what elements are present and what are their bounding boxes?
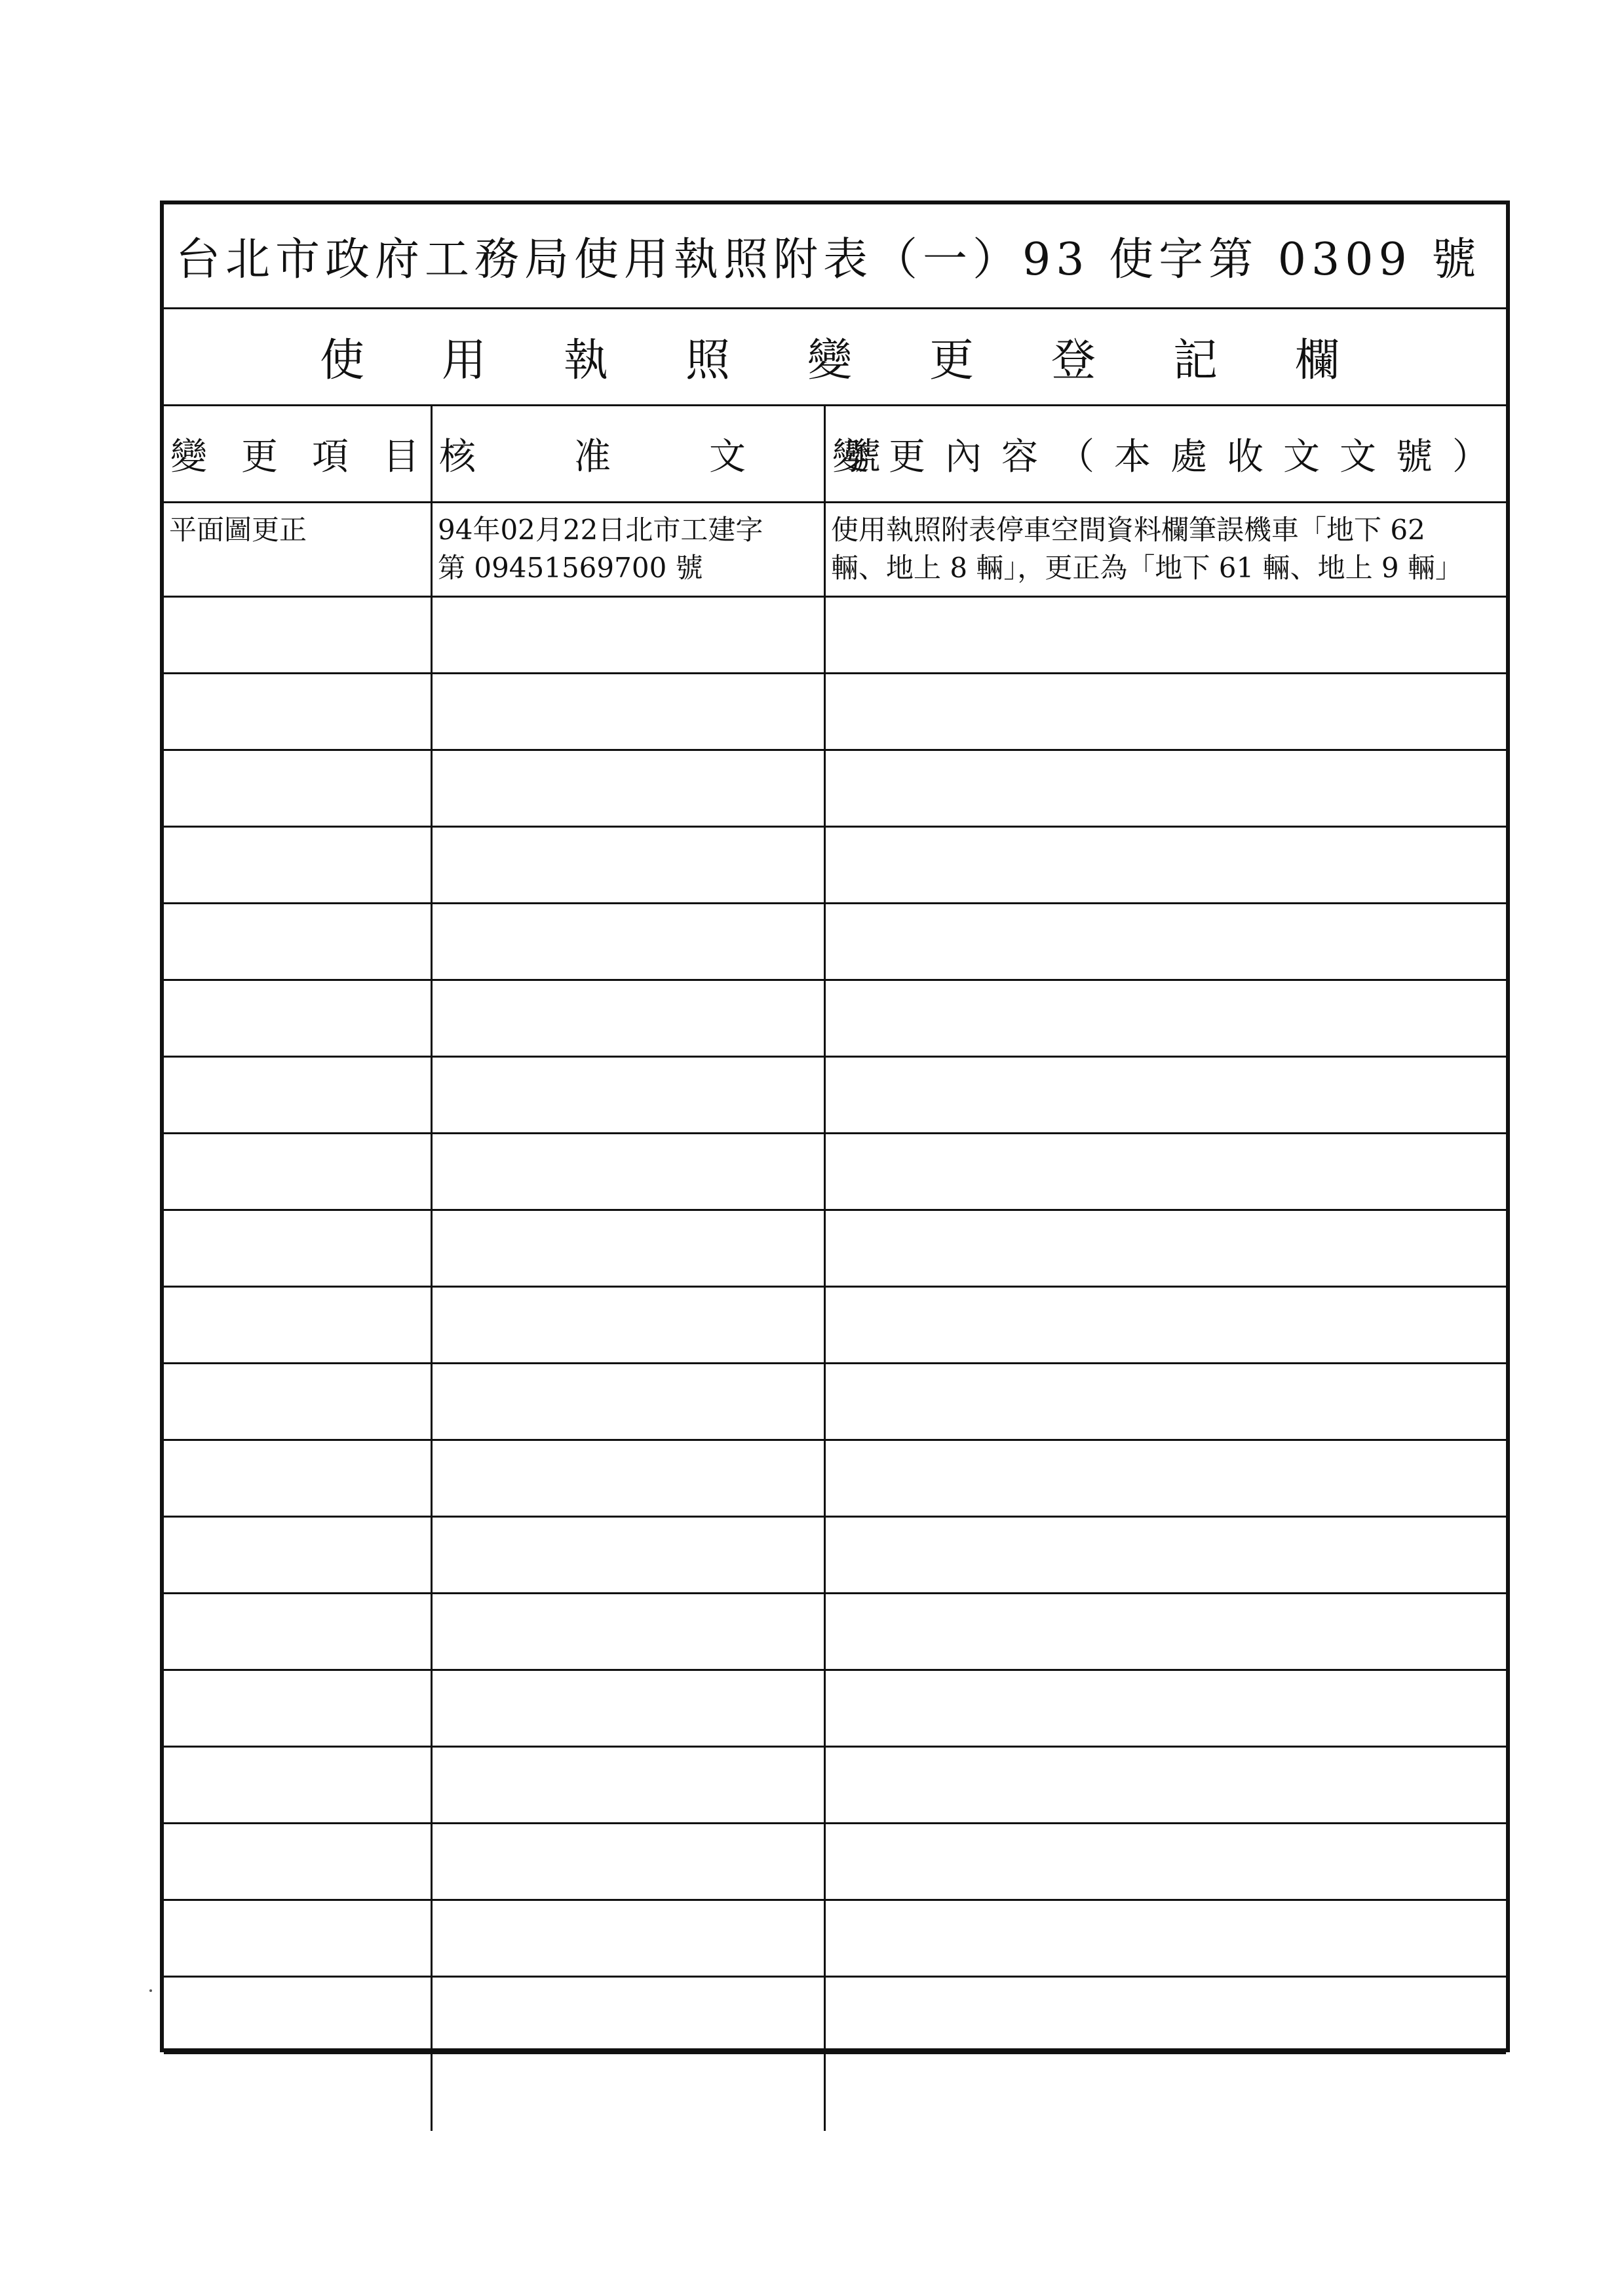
empty-cell: [433, 1441, 826, 1516]
empty-cell: [164, 2054, 433, 2131]
empty-cell: [826, 1211, 1506, 1286]
empty-cell: [826, 1518, 1506, 1592]
cell-change-content: [826, 503, 1506, 596]
empty-cell: [433, 1824, 826, 1899]
empty-cell: [826, 904, 1506, 979]
table-row-empty: [164, 981, 1506, 1058]
empty-cell: [826, 1288, 1506, 1362]
empty-cell: [164, 674, 433, 749]
empty-cell: [164, 1518, 433, 1592]
empty-cell: [826, 1748, 1506, 1822]
empty-cell: [164, 1978, 433, 2052]
empty-cell: [164, 1134, 433, 1209]
table-row-empty: [164, 1441, 1506, 1518]
header-change-content: 變更內容（本處收文文號）: [832, 435, 1509, 478]
empty-cell: [826, 598, 1506, 672]
empty-cell: [826, 828, 1506, 902]
table-row-empty: [164, 1211, 1506, 1288]
table-header-row: [164, 406, 1509, 503]
empty-cell: [433, 2054, 826, 2131]
table-row-empty: [164, 2054, 1506, 2131]
subtitle-row: [164, 309, 1506, 406]
empty-cell: [433, 1901, 826, 1976]
empty-cell: [826, 1058, 1506, 1132]
empty-rows: [164, 598, 1506, 2131]
empty-cell: [433, 1748, 826, 1822]
empty-cell: [826, 1594, 1506, 1669]
table-row-empty: [164, 598, 1506, 674]
title-row: [164, 204, 1506, 309]
empty-cell: [826, 2054, 1506, 2131]
table-row-empty: [164, 1058, 1506, 1134]
empty-cell: [826, 1441, 1506, 1516]
empty-cell: [164, 1671, 433, 1746]
change-item-text: 平面圖更正: [169, 514, 307, 546]
empty-cell: [433, 1594, 826, 1669]
table-row-empty: [164, 1824, 1506, 1901]
table-row-empty: [164, 904, 1506, 981]
table-row-empty: [164, 1518, 1506, 1594]
empty-cell: [164, 598, 433, 672]
content-line-1: 使用執照附表停車空間資料欄筆誤機車「地下 62: [831, 514, 1425, 546]
empty-cell: [164, 1288, 433, 1362]
empty-cell: [164, 1748, 433, 1822]
empty-cell: [826, 1364, 1506, 1439]
empty-cell: [433, 1671, 826, 1746]
table-row-empty: [164, 1671, 1506, 1748]
table-row-empty: [164, 1748, 1506, 1824]
empty-cell: [433, 1134, 826, 1209]
table-row-empty: [164, 1288, 1506, 1364]
empty-cell: [826, 1671, 1506, 1746]
empty-cell: [826, 1978, 1506, 2052]
empty-cell: [164, 904, 433, 979]
empty-cell: [164, 981, 433, 1056]
table-row-empty: [164, 1134, 1506, 1211]
content-line-2: 輛、地上 8 輛」，更正為「地下 61 輛、地上 9 輛」: [831, 552, 1463, 584]
empty-cell: [826, 751, 1506, 826]
empty-cell: [433, 981, 826, 1056]
empty-cell: [433, 904, 826, 979]
table-row-empty: [164, 1901, 1506, 1978]
table-row-empty: [164, 1594, 1506, 1671]
empty-cell: [826, 1134, 1506, 1209]
empty-cell: [164, 1594, 433, 1669]
empty-cell: [826, 981, 1506, 1056]
header-change-item: 變更項目: [164, 406, 433, 501]
empty-cell: [164, 1824, 433, 1899]
empty-cell: [433, 828, 826, 902]
empty-cell: [433, 1364, 826, 1439]
empty-cell: [433, 751, 826, 826]
change-registration-form: [160, 201, 1510, 2052]
scan-speck: [149, 1989, 152, 1992]
empty-cell: [826, 674, 1506, 749]
cell-approval-number: [433, 503, 826, 596]
empty-cell: [164, 1058, 433, 1132]
empty-cell: [433, 1211, 826, 1286]
table-row: [164, 503, 1506, 598]
table-row-empty: [164, 828, 1506, 904]
document-title: 台北市政府工務局使用執照附表（一）93 使字第 0309 號: [176, 234, 1482, 286]
document-subtitle: 使用執照變更登記欄: [320, 335, 1418, 387]
empty-cell: [433, 1518, 826, 1592]
table-row-empty: [164, 1364, 1506, 1441]
empty-cell: [164, 1901, 433, 1976]
change-table: [164, 406, 1509, 2131]
empty-cell: [433, 598, 826, 672]
empty-cell: [164, 1211, 433, 1286]
empty-cell: [433, 1288, 826, 1362]
cell-change-item: [164, 503, 433, 596]
table-row-empty: [164, 751, 1506, 828]
empty-cell: [164, 1364, 433, 1439]
approval-line-1: 94年02月22日北市工建字: [438, 514, 763, 546]
table-row-empty: [164, 1978, 1506, 2054]
header-approval-number: 核准文號: [433, 406, 826, 501]
empty-cell: [164, 1441, 433, 1516]
table-row-empty: [164, 674, 1506, 751]
empty-cell: [433, 1978, 826, 2052]
empty-cell: [164, 751, 433, 826]
empty-cell: [164, 828, 433, 902]
empty-cell: [826, 1824, 1506, 1899]
empty-cell: [433, 674, 826, 749]
empty-cell: [433, 1058, 826, 1132]
approval-line-2: 第 09451569700 號: [438, 552, 703, 584]
empty-cell: [826, 1901, 1506, 1976]
